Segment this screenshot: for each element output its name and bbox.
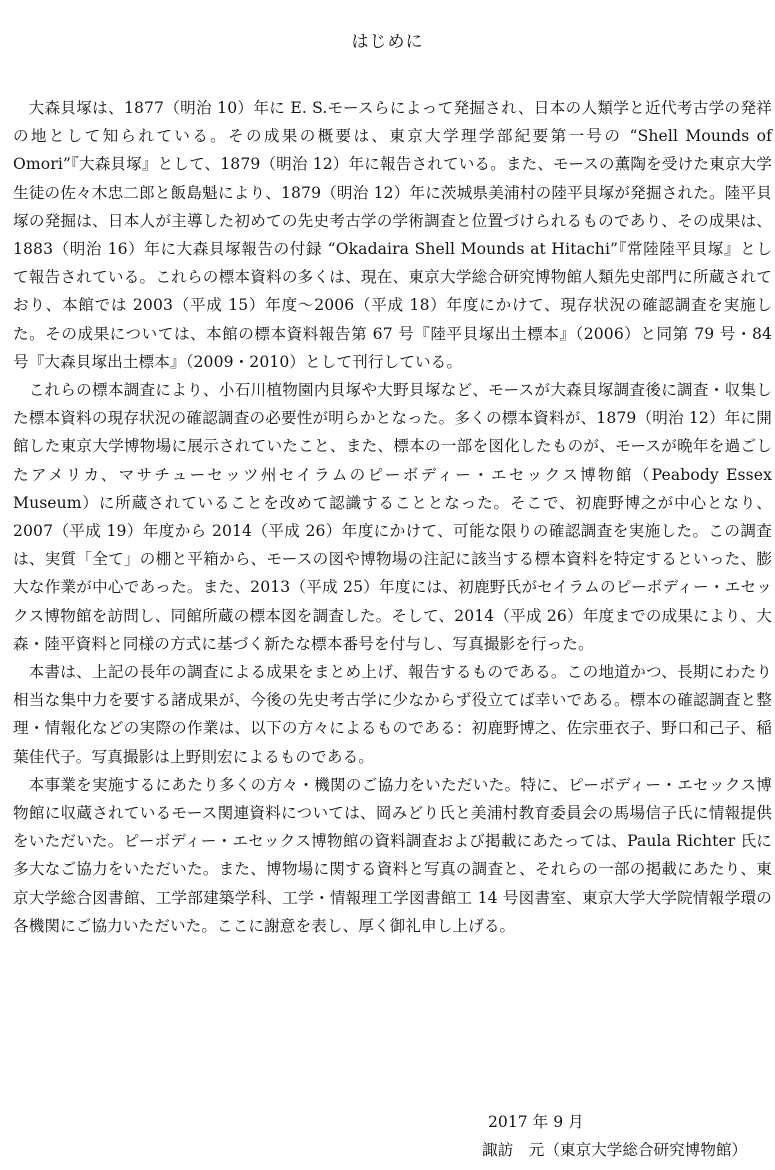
paragraph-3: 本書は、上記の長年の調査による成果をまとめ上げ、報告するものである。この地道かつ、長期にわたり相当な集中力を要する諸成果が、今後の先史考古学に少なからず役立てば幸いである。標本の確認調査と整理・情報化などの実際の作業は、以下の方々によるものである：初鹿野博之、佐宗亜衣子、野口和己子、稲葉佳代子。写真撮影は上野則宏によるものである。 (13, 663, 772, 766)
signoff-author: 諏訪 元（東京大学総合研究博物館） (482, 1141, 748, 1159)
body-text (13, 94, 772, 940)
paragraph-1: 大森貝塚は、1877（明治 10）年に E. S.モースらによって発掘され、日本の人類学と近代考古学の発祥の地として知られている。その成果の概要は、東京大学理学部紀要第一号の “Shell Mounds of Omori”『大森貝塚』として、1879（明治 12）年に報告されている。また、モースの薫陶を受けた東京大学生徒の佐々木忠二郎と飯島魁により、1879（明治 12）年に茨城県美浦村の陸平貝塚が発掘された。陸平貝塚の発掘は、日本人が主導した初めての先史考古学の学術調査と位置づけられるものであり、その成果は、1883（明治 16）年に大森貝塚報告の付録 “Okadaira Shell Mounds at Hitachi”『常陸陸平貝塚』として報告されている。これらの標本資料の多くは、現在、東京大学総合研究博物館人類先史部門に所蔵されており、本館では 2003（平成 15）年度～2006（平成 18）年度にかけて、現存状況の確認調査を実施した。その成果については、本館の標本資料報告第 67 号『陸平貝塚出土標本』（2006）と同第 79 号・84 号『大森貝塚出土標本』（2009・2010）として刊行している。 (13, 99, 772, 371)
page-title: はじめに (351, 32, 424, 52)
signoff-block (482, 1108, 772, 1164)
paragraph-4: 本事業を実施するにあたり多くの方々・機関のご協力をいただいた。特に、ピーボディー・エセックス博物館に収蔵されているモース関連資料については、岡みどり氏と美浦村教育委員会の馬場信子氏に情報提供をいただいた。ピーボディー・エセックス博物館の資料調査および掲載にあたっては、Paula Richter 氏に多大なご協力をいただいた。また、博物場に関する資料と写真の調査と、それらの一部の掲載にあたり、東京大学総合図書館、工学部建築学科、工学・情報理工学図書館工 14 号図書室、東京大学大学院情報学環の各機関にご協力いただいた。ここに謝意を表し、厚く御礼申し上げる。 (13, 775, 772, 935)
signoff-date: 2017 年 9 月 (488, 1113, 584, 1131)
paragraph-2: これらの標本調査により、小石川植物園内貝塚や大野貝塚など、モースが大森貝塚調査後に調査・収集した標本資料の現存状況の確認調査の必要性が明らかとなった。多くの標本資料が、1879（明治 12）年に開館した東京大学博物場に展示されていたこと、また、標本の一部を図化したものが、モースが晩年を過ごしたアメリカ、マサチューセッツ州セイラムのピーボディー・エセックス博物館（Peabody Essex Museum）に所蔵されていることを改めて認識することとなった。そこで、初鹿野博之が中心となり、2007（平成 19）年度から 2014（平成 26）年度にかけて、可能な限りの確認調査を実施した。この調査は、実質「全て」の棚と平箱から、モースの図や博物場の注記に該当する標本資料を特定するといった、膨大な作業が中心であった。また、2013（平成 25）年度には、初鹿野氏がセイラムのピーボディー・エセックス博物館を訪問し、同館所蔵の標本図を調査した。そして、2014（平成 26）年度までの成果により、大森・陸平資料と同様の方式に基づく新たな標本番号を付与し、写真撮影を行った。 (13, 381, 772, 653)
